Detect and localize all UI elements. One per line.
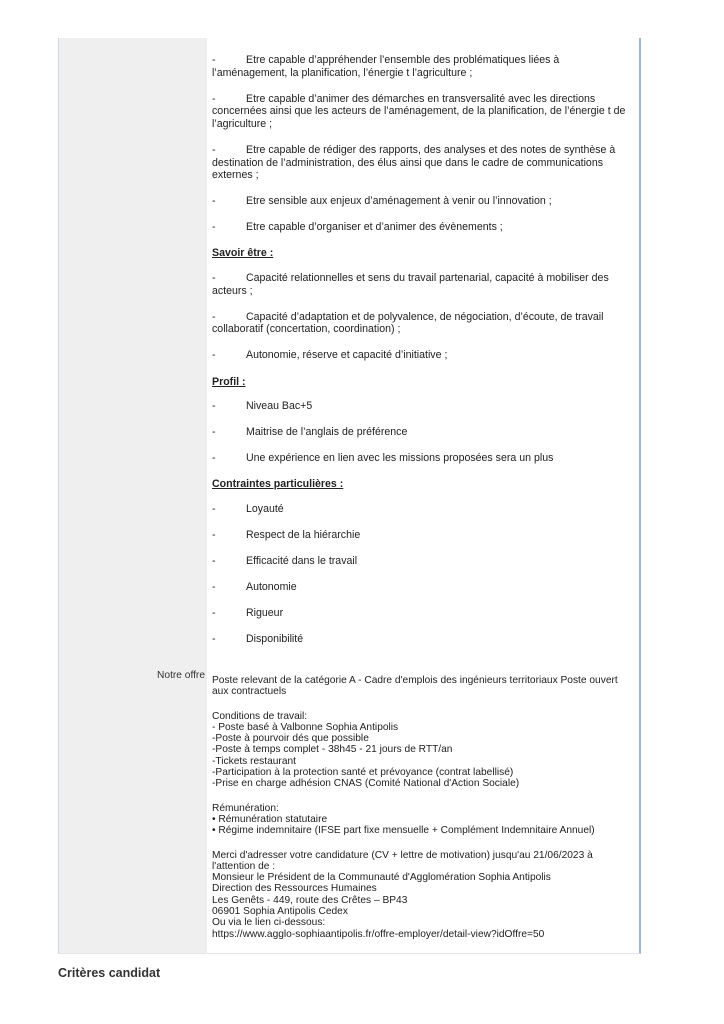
list-item: - Etre capable d’animer des démarches en transversalité avec les directions concernées ainsi que les acteurs de l’aménagement, de la planification, de l’énergie t de l’agriculture ; [212,92,626,130]
list-item: - Disponibilité [212,633,304,646]
offer-candidature: Merci d'adresser votre candidature (CV + lettre de motivation) jusqu'au 21/06/2023 à l'attention de : Monsieur le Président de la Communauté d'Agglomération Sophia Antipolis Direction des Ressources Humaines Les Genêts - 449, route des Crêtes – BP43 06901 Sophia Antipolis Cedex Ou via le lien ci-dessous: https://www.agglo-sophiaantipolis.fr/offre-employer/detail-view?idOffre=50 [212,850,632,940]
section-heading-contraintes: Contraintes particulières : [212,478,344,491]
list-item: - Maitrise de l’anglais de préférence [212,426,408,439]
list-item: - Autonomie [212,581,297,594]
list-item: - Capacité d’adaptation et de polyvalence, de négociation, d’écoute, de travail collaboratif (concertation, coordination) ; [212,310,604,336]
notre-offre-content [212,675,632,953]
list-item: - Etre capable de rédiger des rapports, des analyses et des notes de synthèse à destination de l’administration, des élus ainsi que dans le cadre de communications externes ; [212,143,616,182]
section-heading-savoir-etre: Savoir être : [212,247,274,260]
section-heading-profil: Profil : [212,375,246,388]
list-item: - Capacité relationnelles et sens du travail partenarial, capacité à mobiliser des acteurs ; [212,272,609,297]
offer-remuneration: Rémunération: • Rémunération statutaire • Régime indemnitaire (IFSE part fixe mensuelle + Complément Indemnitaire Annuel) [212,802,595,837]
list-item: - Etre capable d’organiser et d’animer des évènements ; [212,221,503,234]
notre-offre-label: Notre offre [157,670,205,681]
list-item: - Respect de la hiérarchie [212,529,361,542]
offer-intro: Poste relevant de la catégorie A - Cadre d'emplois des ingénieurs territoriaux Poste ouvert aux contractuels [212,675,618,698]
offer-link[interactable]: https://www.agglo-sophiaantipolis.fr/offre-employer/detail-view?idOffre=50 [212,928,545,940]
list-item: - Une expérience en lien avec les missions proposées sera un plus [212,452,554,465]
list-item: - Niveau Bac+5 [212,400,313,413]
list-item: - Etre capable d’appréhender l’ensemble des problématiques liées à l’aménagement, la planification, l’énergie t l’agriculture ; [212,54,560,79]
criteres-candidat-heading: Critères candidat [58,966,161,980]
list-item: - Etre sensible aux enjeux d’aménagement à venir ou l’innovation ; [212,195,552,208]
offer-conditions: Conditions de travail: - Poste basé à Valbonne Sophia Antipolis -Poste à pourvoir dés que possible -Poste à temps complet - 38h45 - 21 jours de RTT/an -Tickets restaurant -Participation à la protection santé et prévoyance (contrat labellisé) -Prise en charge adhésion CNAS (Comité National d'Action Sociale) [212,710,520,790]
list-item: - Loyauté [212,502,284,515]
list-item: - Efficacité dans le travail [212,555,358,568]
list-item: - Autonomie, réserve et capacité d’initiative ; [212,349,448,362]
offer-table [58,38,641,954]
label-column [59,38,207,953]
list-item: - Rigueur [212,607,284,620]
requirements-block [212,54,632,660]
